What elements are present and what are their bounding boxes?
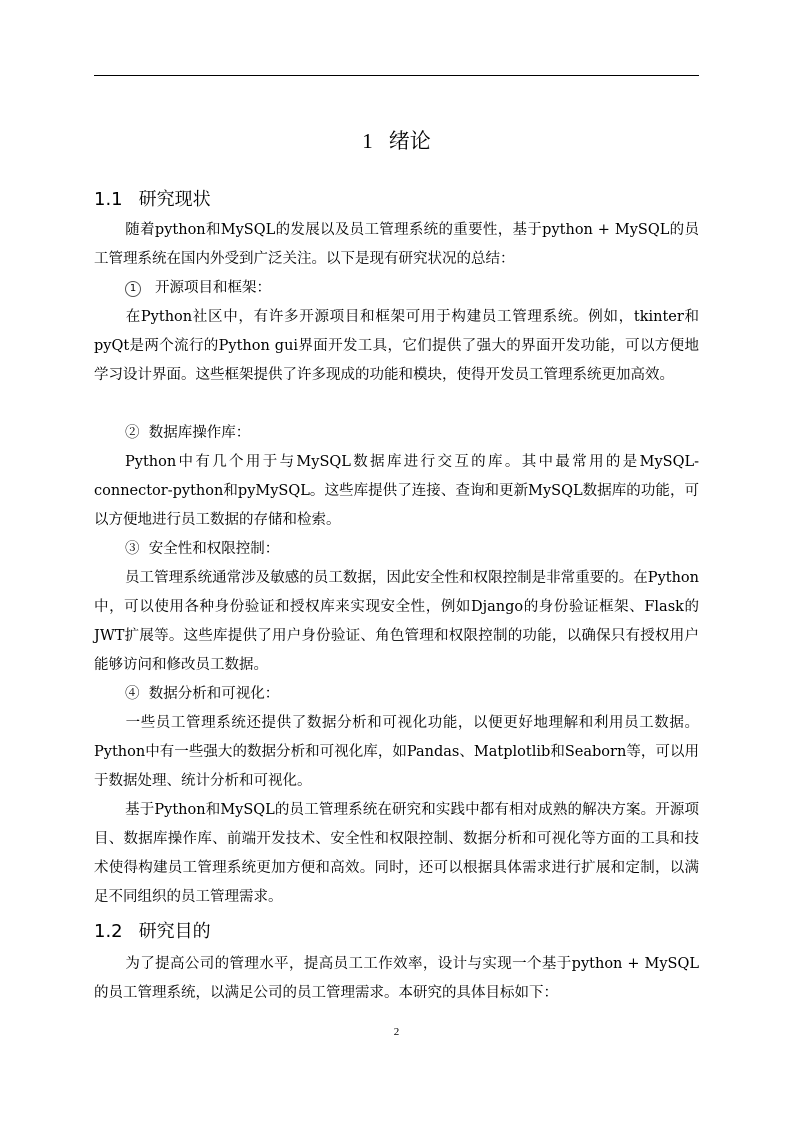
paragraph-open-source: 在Python社区中，有许多开源项目和框架可用于构建员工管理系统。例如，tkinter和pyQt是两个流行的Python gui界面开发工具，它们提供了强大的界面开发功能，可以方便地学习设计界面。这些框架提供了许多现成的功能和模块，使得开发员工管理系统更加高效。: [94, 309, 699, 383]
section-title-text: 研究目的: [138, 921, 211, 942]
page-number: 2: [393, 1026, 400, 1038]
section-title-1-2: [94, 919, 211, 945]
list-item-security: ③ 安全性和权限控制：: [125, 541, 280, 557]
header-rule: [94, 75, 699, 76]
chapter-number: 1: [362, 129, 373, 153]
chapter-title-text: 绪论: [388, 129, 431, 153]
list-item-db-library: ② 数据库操作库：: [125, 425, 251, 441]
list-marker: ②: [125, 425, 140, 441]
list-item-open-source: 1 开源项目和框架：: [125, 274, 699, 303]
paragraph-purpose: 为了提高公司的管理水平，提高员工工作效率，设计与实现一个基于python + MySQL的员工管理系统，以满足公司的员工管理需求。本研究的具体目标如下：: [94, 956, 699, 1001]
paragraph-db-library: Python中有几个用于与MySQL数据库进行交互的库。其中最常用的是MySQL-connector-python和pyMySQL。这些库提供了连接、查询和更新MySQL数据库的功能，可以方便地进行员工数据的存储和检索。: [94, 454, 699, 528]
list-item-analytics: ④ 数据分析和可视化：: [125, 686, 280, 702]
section-title-1-1: [94, 187, 211, 213]
paragraph-summary: 基于Python和MySQL的员工管理系统在研究和实践中都有相对成熟的解决方案。开源项目、数据库操作库、前端开发技术、安全性和权限控制、数据分析和可视化等方面的工具和技术使得构建员工管理系统更加方便和高效。同时，还可以根据具体需求进行扩展和定制，以满足不同组织的员工管理需求。: [94, 802, 699, 905]
section-number: 1.2: [94, 921, 123, 942]
paragraph-analytics: 一些员工管理系统还提供了数据分析和可视化功能，以便更好地理解和利用员工数据。Python中有一些强大的数据分析和可视化库，如Pandas、Matplotlib和Seaborn等，可以用于数据处理、统计分析和可视化。: [94, 715, 699, 789]
list-marker: ③: [125, 541, 140, 557]
chapter-title: [0, 126, 793, 156]
list-marker: ④: [125, 686, 140, 702]
section-title-text: 研究现状: [138, 189, 211, 210]
section-number: 1.1: [94, 189, 123, 210]
paragraph-intro: 随着python和MySQL的发展以及员工管理系统的重要性，基于python + MySQL的员工管理系统在国内外受到广泛关注。以下是现有研究状况的总结：: [94, 222, 699, 267]
circled-number: 1: [125, 281, 141, 297]
paragraph-security: 员工管理系统通常涉及敏感的员工数据，因此安全性和权限控制是非常重要的。在Python中，可以使用各种身份验证和授权库来实现安全性，例如Django的身份验证框架、Flask的JWT扩展等。这些库提供了用户身份验证、角色管理和权限控制的功能，以确保只有授权用户能够访问和修改员工数据。: [94, 570, 699, 673]
